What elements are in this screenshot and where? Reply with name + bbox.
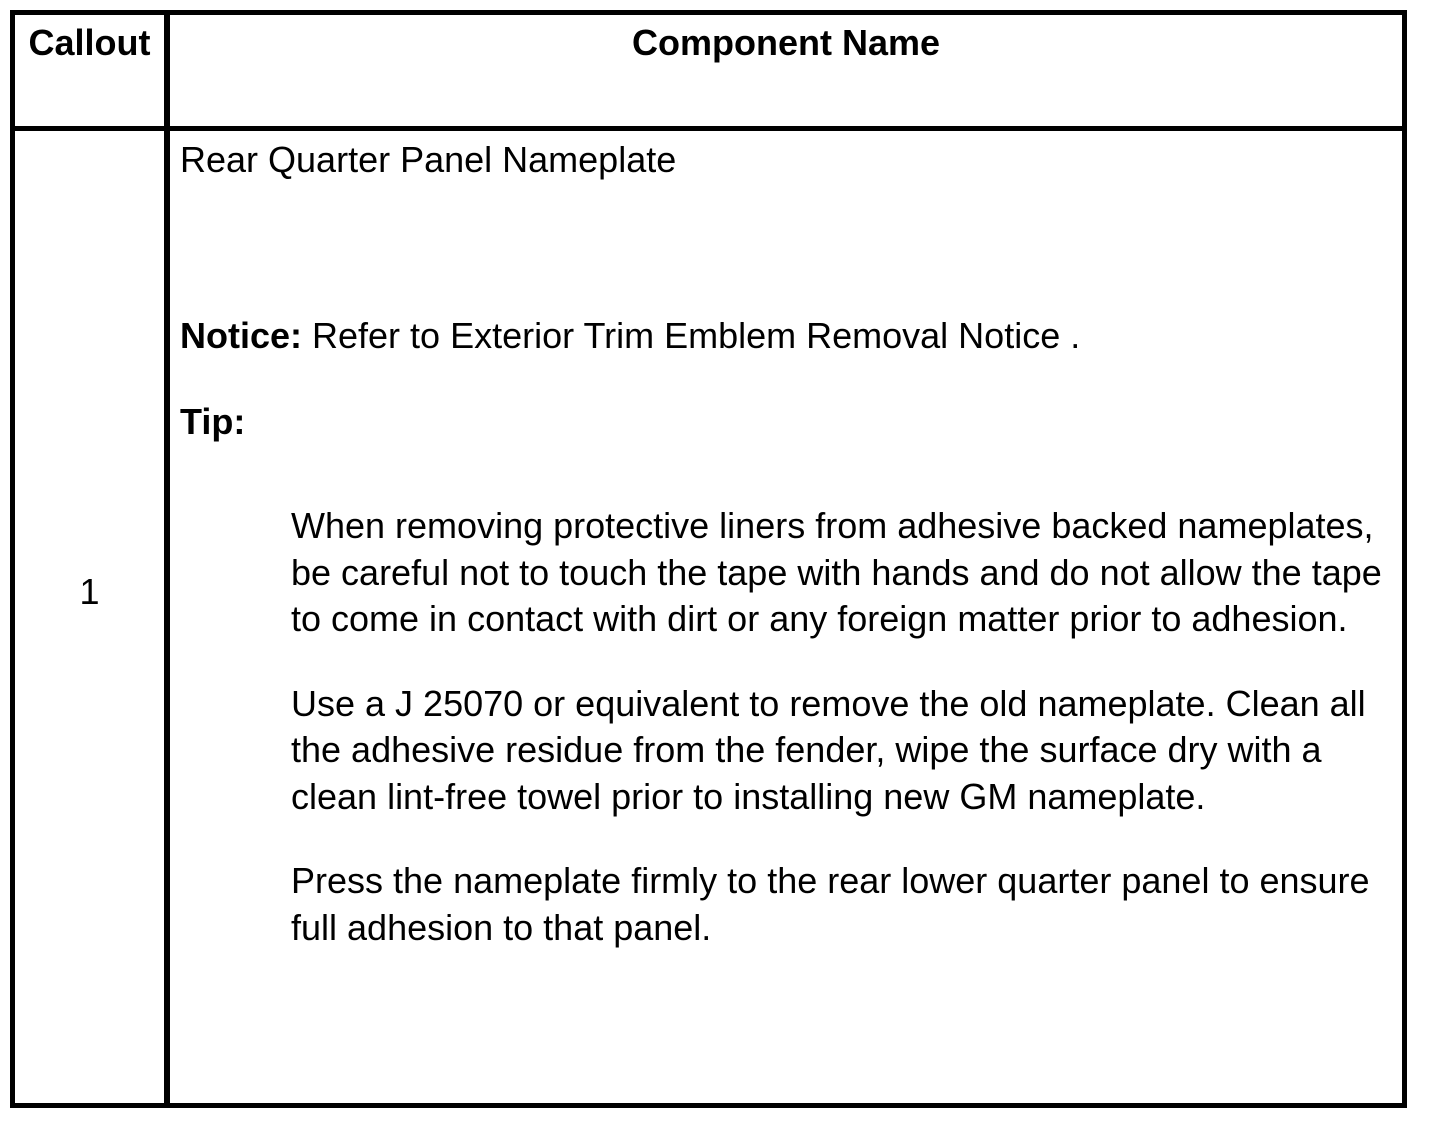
notice-text: Refer to Exterior Trim Emblem Removal Notice . — [302, 315, 1081, 356]
tip-label: Tip: — [180, 401, 246, 442]
tip-paragraph: Press the nameplate firmly to the rear lower quarter panel to ensure full adhesion to that panel. — [291, 860, 1370, 948]
component-table — [10, 10, 1407, 1108]
tip-paragraph: Use a J 25070 or equivalent to remove the old nameplate. Clean all the adhesive residue from the fender, wipe the surface dry with a clean lint-free towel prior to installing new GM nameplate. — [291, 682, 1366, 817]
header-divider — [15, 126, 1402, 131]
tip-body — [291, 503, 1391, 989]
callout-number: 1 — [79, 571, 100, 612]
notice — [180, 313, 1080, 359]
header-callout: Callout — [28, 22, 151, 63]
component-cell — [180, 137, 1382, 948]
component-title: Rear Quarter Panel Nameplate — [180, 139, 677, 180]
header-component-name: Component Name — [631, 22, 941, 63]
tip-paragraph: When removing protective liners from adhesive backed nameplates, be careful not to touch the tape with hands and do not allow the tape to come in contact with dirt or any foreign matter prior to adhesion. — [291, 505, 1382, 639]
notice-label: Notice: — [180, 315, 303, 356]
column-divider — [164, 15, 170, 1103]
